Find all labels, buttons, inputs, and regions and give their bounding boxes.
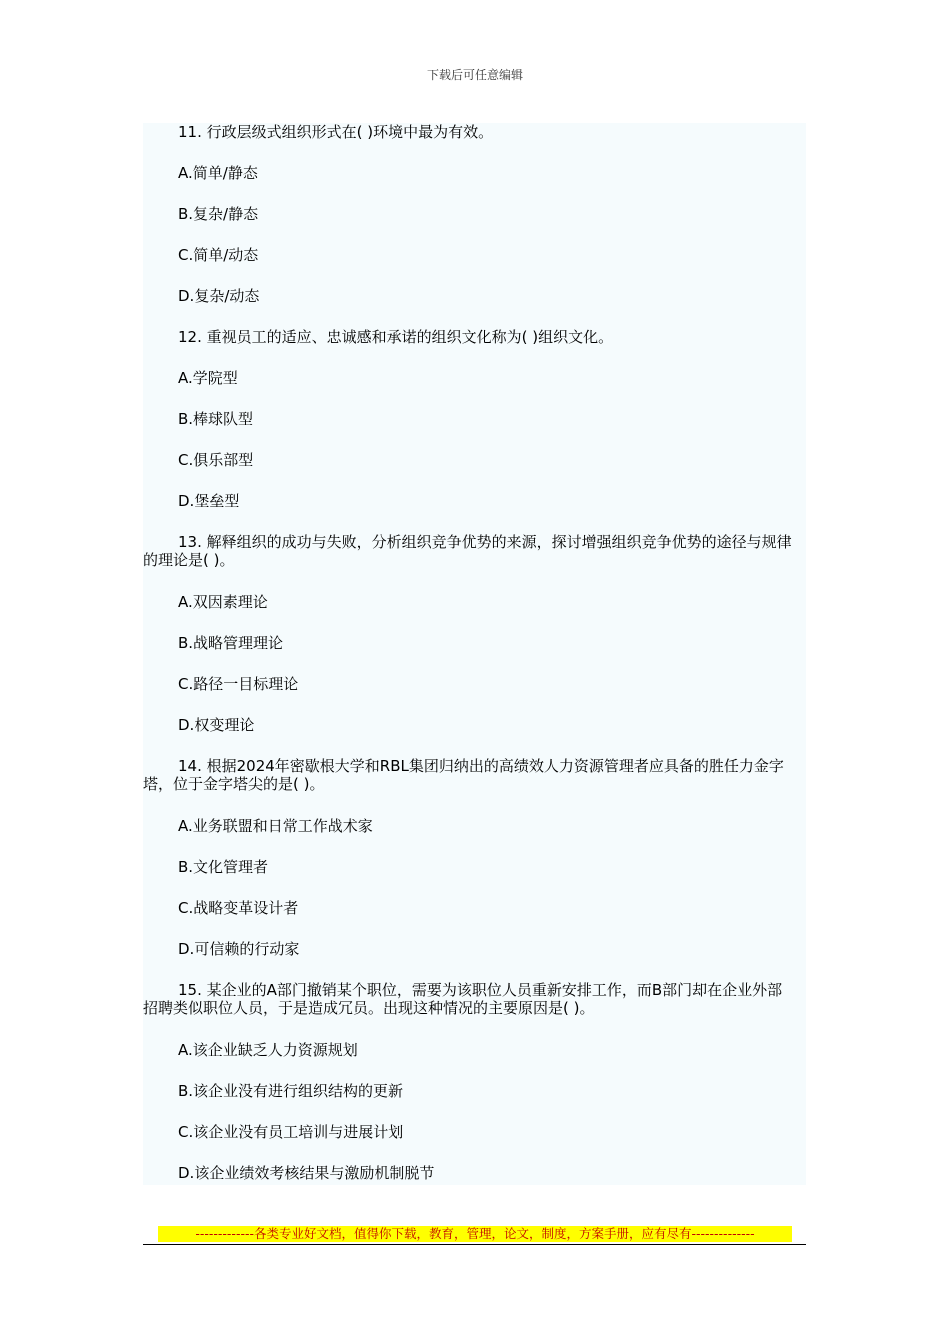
option-item: B.该企业没有进行组织结构的更新: [178, 1082, 404, 1100]
option-item: A.业务联盟和日常工作战术家: [178, 817, 373, 835]
option-item: C.该企业没有员工培训与进展计划: [178, 1123, 404, 1141]
option-item: A.简单/静态: [178, 164, 258, 182]
option-item: B.棒球队型: [178, 410, 254, 428]
option-item: C.俱乐部型: [178, 451, 254, 469]
footer-divider: [143, 1244, 806, 1245]
option-item: D.权变理论: [178, 716, 255, 734]
option-item: D.该企业绩效考核结果与激励机制脱节: [178, 1164, 435, 1182]
option-item: A.学院型: [178, 369, 238, 387]
option-item: D.堡垒型: [178, 492, 240, 510]
page-header: 下载后可任意编辑: [426, 68, 523, 82]
footer-banner: -------------各类专业好文档，值得你下载，教育，管理，论文，制度，方案手册，应有尽有--------------: [158, 1226, 792, 1242]
option-item: A.双因素理论: [178, 593, 268, 611]
question-stem: 13. 解释组织的成功与失败，分析组织竞争优势的来源，探讨增强组织竞争优势的途径与规律的理论是( )。: [143, 533, 792, 569]
option-item: B.复杂/静态: [178, 205, 259, 223]
option-item: C.简单/动态: [178, 246, 259, 264]
question-stem: 14. 根据2024年密歇根大学和RBL集团归纳出的高绩效人力资源管理者应具备的胜任力金字塔，位于金字塔尖的是( )。: [143, 757, 784, 793]
question-stem: 15. 某企业的A部门撤销某个职位，需要为该职位人员重新安排工作，而B部门却在企业外部招聘类似职位人员，于是造成冗员。出现这种情况的主要原因是( )。: [143, 981, 783, 1017]
option-item: B.战略管理理论: [178, 634, 284, 652]
option-item: D.复杂/动态: [178, 287, 260, 305]
question-stem: 11. 行政层级式组织形式在( )环境中最为有效。: [178, 123, 494, 141]
question-stem: 12. 重视员工的适应、忠诚感和承诺的组织文化称为( )组织文化。: [178, 328, 614, 346]
option-item: A.该企业缺乏人力资源规划: [178, 1041, 358, 1059]
option-item: D.可信赖的行动家: [178, 940, 300, 958]
question-list: [143, 123, 806, 1185]
option-item: C.战略变革设计者: [178, 899, 299, 917]
option-item: B.文化管理者: [178, 858, 269, 876]
option-item: C.路径一目标理论: [178, 675, 299, 693]
